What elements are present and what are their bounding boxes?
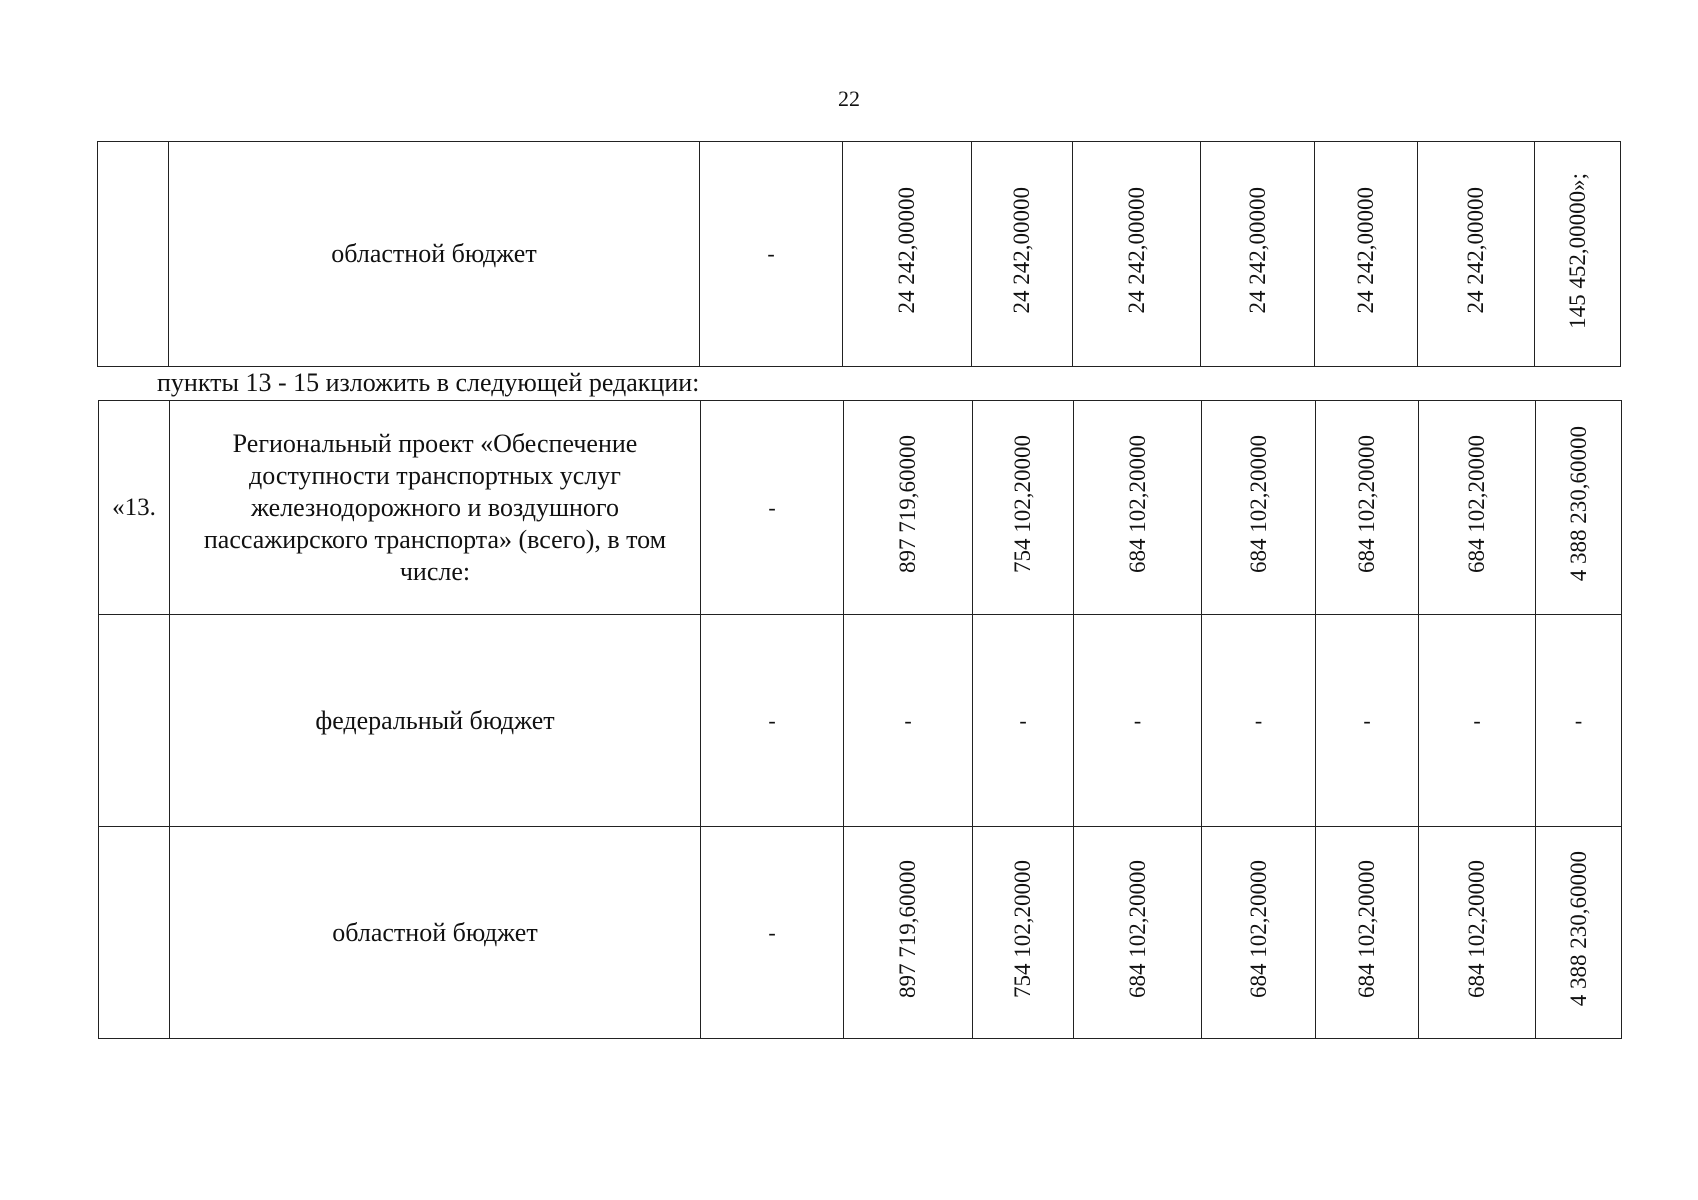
value-cell (1202, 401, 1316, 615)
value-cell: - (1074, 615, 1202, 827)
value-cell: - (1419, 615, 1536, 827)
table-row (99, 615, 1622, 827)
value-text: 24 242,00000 (1463, 187, 1488, 314)
value-cell (1419, 827, 1536, 1039)
row-label-cell: Региональный проект «Обеспечение доступности транспортных услуг железнодорожного и воздушного пассажирского транспорта» (всего), в том числе: (170, 401, 701, 615)
value-cell (1074, 401, 1202, 615)
row-label-cell: областной бюджет (170, 827, 701, 1039)
total-text: 4 388 230,60000 (1565, 851, 1591, 1007)
value-cell (1418, 142, 1535, 367)
value-cell (1073, 142, 1201, 367)
table-row (99, 401, 1622, 615)
value-cell: - (1316, 615, 1419, 827)
total-cell (1536, 401, 1622, 615)
value-text: 24 242,00000 (1353, 187, 1378, 314)
value-text: 684 102,20000 (1124, 860, 1150, 998)
value-cell (1316, 827, 1419, 1039)
value-text: 684 102,20000 (1464, 435, 1489, 573)
value-cell (973, 401, 1074, 615)
total-text: 145 452,00000»; (1564, 172, 1590, 329)
value-cell (972, 142, 1073, 367)
value-cell (1419, 401, 1536, 615)
value-text: 24 242,00000 (1244, 187, 1270, 314)
value-cell (1316, 401, 1419, 615)
budget-table-bottom (98, 400, 1622, 1039)
value-cell: - (1202, 615, 1316, 827)
total-text: 4 388 230,60000 (1565, 426, 1591, 582)
value-cell: - (844, 615, 973, 827)
value-cell (844, 401, 973, 615)
value-text: 897 719,60000 (895, 860, 920, 998)
total-cell (1535, 142, 1621, 367)
value-text: 684 102,20000 (1245, 435, 1271, 573)
table-row (99, 827, 1622, 1039)
value-text: 24 242,00000 (894, 187, 919, 314)
row-number-cell: «13. (99, 401, 170, 615)
value-text: 24 242,00000 (1009, 187, 1034, 314)
page-number: 22 (838, 86, 860, 111)
row-number-cell (98, 142, 169, 367)
value-text: 897 719,60000 (895, 435, 920, 573)
total-cell: - (1536, 615, 1622, 827)
value-cell: - (973, 615, 1074, 827)
code-cell: - (701, 615, 844, 827)
value-cell (1074, 827, 1202, 1039)
value-cell (844, 827, 973, 1039)
row-number-cell (99, 827, 170, 1039)
row-number-cell (99, 615, 170, 827)
table-row (98, 142, 1621, 367)
code-cell: - (701, 401, 844, 615)
total-cell (1536, 827, 1622, 1039)
code-cell: - (700, 142, 843, 367)
value-text: 684 102,20000 (1245, 860, 1271, 998)
value-text: 684 102,20000 (1124, 435, 1150, 573)
value-text: 684 102,20000 (1354, 435, 1379, 573)
value-text: 684 102,20000 (1354, 860, 1379, 998)
value-cell (1315, 142, 1418, 367)
row-label-cell: областной бюджет (169, 142, 700, 367)
value-text: 684 102,20000 (1464, 860, 1489, 998)
value-text: 24 242,00000 (1123, 187, 1149, 314)
code-cell: - (701, 827, 844, 1039)
instruction-text: пункты 13 - 15 изложить в следующей редакции: (157, 368, 700, 397)
value-text: 754 102,20000 (1010, 860, 1035, 998)
value-cell (843, 142, 972, 367)
row-label-cell: федеральный бюджет (170, 615, 701, 827)
value-cell (1202, 827, 1316, 1039)
value-cell (973, 827, 1074, 1039)
budget-table-top (97, 141, 1621, 367)
value-cell (1201, 142, 1315, 367)
value-text: 754 102,20000 (1010, 435, 1035, 573)
